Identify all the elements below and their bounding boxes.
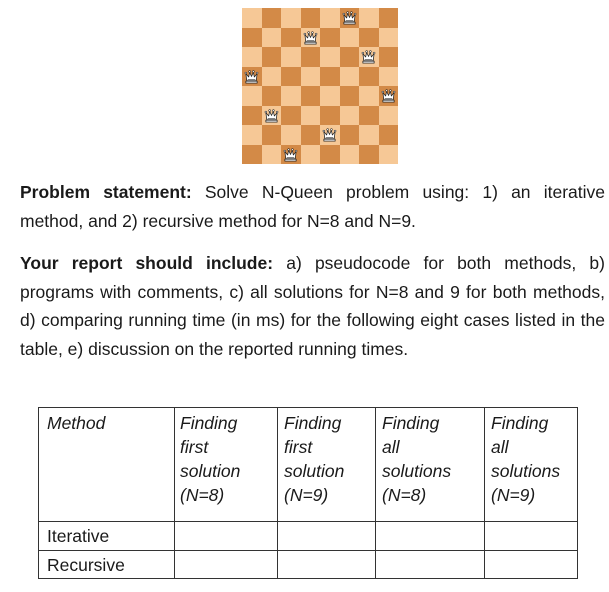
report-requirements-label: Your report should include: [20, 253, 274, 273]
board-square [262, 28, 282, 48]
board-square [379, 125, 399, 145]
board-square [320, 67, 340, 87]
header-line: (N=8) [382, 485, 427, 505]
board-square [320, 86, 340, 106]
board-square [281, 47, 301, 67]
row-label-iterative: Iterative [47, 526, 110, 546]
problem-statement-text: Solve N-Queen problem using: 1) an iterative method, and 2) recursive method for N=8 and N=9. [20, 182, 606, 231]
chess-queen-icon [320, 125, 340, 145]
running-time-table [38, 407, 578, 579]
report-requirements [20, 249, 605, 363]
header-line: Finding [180, 413, 238, 433]
header-all-n8 [382, 411, 451, 507]
board-square [281, 106, 301, 126]
board-square [359, 8, 379, 28]
board-square [242, 145, 262, 165]
header-method-line: Method [47, 413, 106, 433]
problem-statement-label: Problem statement: [20, 182, 192, 202]
board-square [242, 28, 262, 48]
header-line: (N=9) [491, 485, 536, 505]
board-square [301, 86, 321, 106]
board-square [379, 28, 399, 48]
header-line: solution [180, 461, 241, 481]
header-line: solutions [491, 461, 561, 481]
chess-queen-icon [301, 28, 321, 48]
header-all-n9 [491, 411, 560, 507]
board-square [281, 86, 301, 106]
header-line: Finding [284, 413, 342, 433]
board-square [281, 8, 301, 28]
board-square [379, 67, 399, 87]
header-line: first [180, 437, 209, 457]
board-square [320, 28, 340, 48]
chess-queen-icon [340, 8, 360, 28]
board-square [379, 106, 399, 126]
row-label-recursive: Recursive [47, 555, 125, 575]
board-square [301, 145, 321, 165]
board-square [242, 125, 262, 145]
board-square [359, 106, 379, 126]
header-line: Finding [382, 413, 440, 433]
board-square [301, 8, 321, 28]
board-square [359, 145, 379, 165]
board-square [340, 106, 360, 126]
board-square [320, 8, 340, 28]
board-square [281, 28, 301, 48]
chessboard-image [242, 8, 398, 164]
board-square [359, 125, 379, 145]
board-square [379, 145, 399, 165]
header-first-n8 [180, 411, 240, 507]
board-square [340, 145, 360, 165]
board-square [340, 28, 360, 48]
board-square [340, 86, 360, 106]
board-square [379, 47, 399, 67]
chess-queen-icon [242, 67, 262, 87]
header-line: all [491, 437, 509, 457]
board-square [242, 47, 262, 67]
board-square [281, 67, 301, 87]
header-line: Finding [491, 413, 549, 433]
board-square [340, 47, 360, 67]
board-square [359, 28, 379, 48]
chess-queen-icon [281, 145, 301, 165]
chess-queen-icon [379, 86, 399, 106]
board-square [301, 47, 321, 67]
header-line: first [284, 437, 313, 457]
board-square [242, 106, 262, 126]
chess-queen-icon [359, 47, 379, 67]
board-square [262, 125, 282, 145]
chess-queen-icon [262, 106, 282, 126]
board-square [301, 106, 321, 126]
header-line: solution [284, 461, 345, 481]
board-square [262, 67, 282, 87]
board-square [340, 125, 360, 145]
board-square [281, 125, 301, 145]
board-square [242, 86, 262, 106]
board-square [301, 67, 321, 87]
header-line: (N=9) [284, 485, 329, 505]
report-requirements-text: a) pseudocode for both methods, b) programs with comments, c) all solutions for N=8 and 9 for both methods, d) comparing running time (in ms) for the following eight cases listed in the table, e) discussion on the reported running times. [20, 253, 605, 359]
board-square [340, 67, 360, 87]
header-line: (N=8) [180, 485, 225, 505]
board-square [320, 106, 340, 126]
board-square [359, 67, 379, 87]
board-square [242, 8, 262, 28]
header-first-n9 [284, 411, 344, 507]
board-square [262, 8, 282, 28]
header-line: all [382, 437, 400, 457]
board-square [320, 47, 340, 67]
board-square [379, 8, 399, 28]
board-square [262, 145, 282, 165]
board-square [262, 47, 282, 67]
board-square [359, 86, 379, 106]
header-method [47, 411, 105, 435]
board-square [262, 86, 282, 106]
board-square [301, 125, 321, 145]
board-square [320, 145, 340, 165]
problem-statement [20, 178, 605, 235]
header-line: solutions [382, 461, 452, 481]
